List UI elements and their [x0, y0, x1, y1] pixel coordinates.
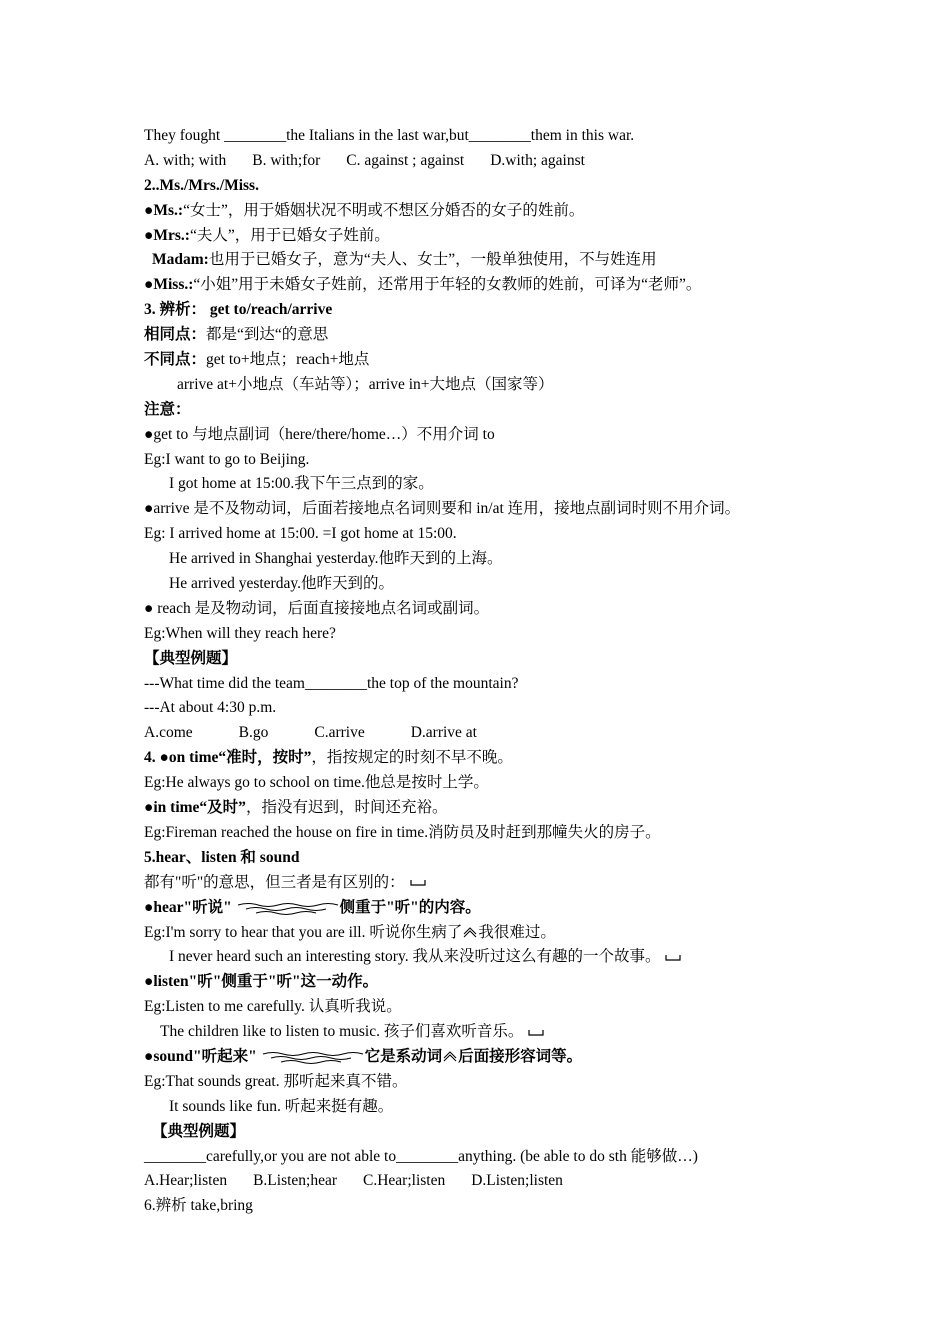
- difference-line: [144, 348, 864, 373]
- option-d: D.with; against: [490, 151, 585, 169]
- example-line: Eg:I want to go to Beijing.: [144, 450, 310, 468]
- option-d: D.Listen;listen: [471, 1172, 563, 1190]
- on-time-term: 4. ●on time“准时，按时”: [144, 749, 312, 767]
- mrs-text: “夫人”，用于已婚女子姓前。: [189, 226, 390, 244]
- option-c: C. against ; against: [346, 151, 465, 169]
- example-options: [144, 1169, 864, 1194]
- hear-text: 侧重于"听"的内容。: [339, 898, 481, 916]
- mrs-term: ●Mrs.:: [144, 226, 190, 244]
- example-text: The children like to listen to music. 孩子们喜欢听音乐。: [160, 1023, 524, 1041]
- example-options: [144, 721, 864, 746]
- option-b: B.go: [238, 724, 269, 742]
- section-heading-6: 6.辨析 take,bring: [144, 1197, 253, 1215]
- exercise-sentence: They fought ________the Italians in the last war,but________them in this war.: [144, 127, 635, 144]
- example-question: ________carefully,or you are not able to________anything. (be able to do sth 能够做…): [144, 1147, 698, 1165]
- example-line: [144, 945, 864, 970]
- example-line: Eg:Fireman reached the house on fire in time.消防员及时赶到那幢失火的房子。: [144, 823, 661, 841]
- hear-term: ●hear"听说": [144, 898, 232, 916]
- difference-line-2: arrive at+小地点（车站等）；arrive in+大地点（国家等）: [177, 375, 554, 393]
- note-reach: ● reach 是及物动词，后面直接接地点名词或副词。: [144, 599, 490, 617]
- in-time-definition: [144, 796, 864, 821]
- example-question: ---What time did the team________the top of the mountain?: [144, 674, 519, 692]
- sound-term: ●sound"听起来": [144, 1047, 257, 1065]
- sound-text: 它是系动词: [364, 1047, 443, 1065]
- sound-text: 后面接形容词等。: [458, 1047, 583, 1065]
- typical-example-heading: 【典型例题】: [144, 649, 238, 667]
- miss-term: ●Miss.:: [144, 276, 194, 294]
- ms-term: ●Ms.:: [144, 201, 184, 219]
- example-line: He arrived yesterday.他昨天到的。: [169, 575, 394, 593]
- option-d: D.arrive at: [410, 724, 477, 742]
- option-a: A.Hear;listen: [144, 1172, 228, 1190]
- sound-definition: [144, 1045, 864, 1070]
- section-heading-4: [144, 746, 864, 771]
- section-heading-5: 5.hear、listen 和 sound: [144, 848, 300, 866]
- option-b: B. with;for: [252, 151, 321, 169]
- bracket-mark-icon: [527, 1027, 545, 1039]
- option-a: A.come: [144, 724, 193, 742]
- madam-text: 也用于已婚女子，意为“夫人、女士”，一般单独使用，不与姓连用: [208, 251, 657, 269]
- section-heading-3: 3. 辨析： get to/reach/arrive: [144, 301, 333, 319]
- chevron-mark-icon: [442, 1051, 458, 1063]
- typical-example-heading: 【典型例题】: [152, 1122, 246, 1140]
- madam-definition: [144, 248, 864, 273]
- similarity-text: 都是“到达“的意思: [206, 326, 329, 344]
- example-line: Eg:That sounds great. 那听起来真不错。: [144, 1072, 408, 1090]
- miss-text: “小姐”用于未婚女子姓前，还常用于年轻的女教师的姓前，可译为“老师”。: [193, 276, 702, 294]
- example-answer: ---At about 4:30 p.m.: [144, 699, 277, 717]
- mrs-definition: [144, 224, 864, 249]
- example-text: Eg:I'm sorry to hear that you are ill. 听说你生病了: [144, 923, 463, 941]
- section-intro: [144, 871, 864, 896]
- note-get-to: ●get to 与地点副词（here/there/home…）不用介词 to: [144, 425, 495, 443]
- ms-definition: [144, 199, 864, 224]
- option-c: C.arrive: [314, 724, 365, 742]
- example-text: 我很难过。: [478, 923, 556, 941]
- section-heading-2: 2..Ms./Mrs./Miss.: [144, 176, 259, 194]
- difference-term: 不同点：: [144, 351, 207, 369]
- intro-text: 都有"听"的意思，但三者是有区别的：: [144, 873, 405, 891]
- bracket-mark-icon: [664, 952, 682, 964]
- note-arrive: ●arrive 是不及物动词，后面若接地点名词则要和 in/at 连用，接地点副词时则不用介词。: [144, 500, 741, 518]
- in-time-text: ，指没有迟到，时间还充裕。: [245, 799, 448, 817]
- wave-mark-icon: [236, 899, 340, 917]
- example-text: I never heard such an interesting story. 我从来没听过这么有趣的一个故事。: [169, 948, 661, 966]
- example-line: [144, 921, 864, 946]
- example-line: Eg:When will they reach here?: [144, 624, 336, 642]
- difference-text: get to+地点；reach+地点: [206, 351, 370, 369]
- example-line: Eg:Listen to me carefully. 认真听我说。: [144, 998, 402, 1016]
- option-c: C.Hear;listen: [363, 1172, 446, 1190]
- example-line: Eg:He always go to school on time.他总是按时上学。: [144, 774, 489, 792]
- option-b: B.Listen;hear: [253, 1172, 338, 1190]
- option-a: A. with; with: [144, 151, 227, 169]
- listen-definition: ●listen"听"侧重于"听"这一动作。: [144, 973, 379, 991]
- bracket-mark-icon: [409, 877, 427, 889]
- example-line: [144, 1020, 864, 1045]
- wave-mark-icon: [261, 1048, 365, 1066]
- note-heading: 注意：: [144, 400, 191, 418]
- in-time-term: ●in time“及时”: [144, 799, 246, 817]
- example-line: Eg: I arrived home at 15:00. =I got home at 15:00.: [144, 525, 457, 543]
- miss-definition: [144, 273, 864, 298]
- example-line: It sounds like fun. 听起来挺有趣。: [169, 1097, 394, 1115]
- ms-text: “女士”，用于婚姻状况不明或不想区分婚否的女子的姓前。: [183, 201, 585, 219]
- on-time-text: ，指按规定的时刻不早不晚。: [311, 749, 513, 767]
- document-page: [144, 124, 864, 1219]
- exercise-options: [144, 149, 864, 174]
- similarity-term: 相同点：: [144, 326, 207, 344]
- madam-term: Madam:: [152, 251, 209, 269]
- example-line: He arrived in Shanghai yesterday.他昨天到的上海。: [169, 550, 503, 568]
- similarity-line: [144, 323, 864, 348]
- hear-definition: [144, 896, 864, 921]
- chevron-mark-icon: [462, 927, 478, 939]
- example-line: I got home at 15:00.我下午三点到的家。: [169, 475, 434, 493]
